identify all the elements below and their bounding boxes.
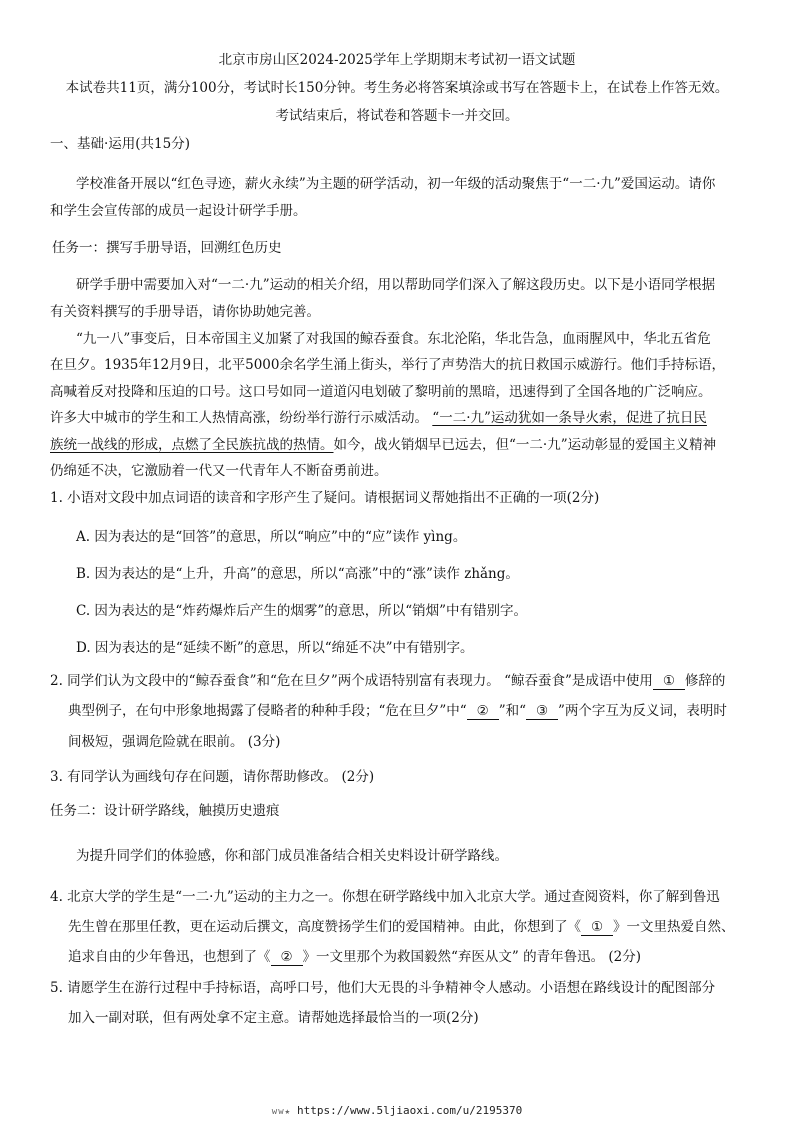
question-2-blank-3: ③ <box>526 703 558 720</box>
passage-line-1: “九一八”事变后，日本帝国主义加紧了对我国的鲸吞蚕食。东北沦陷，华北告急，血雨腥风中，华北五省危 <box>76 331 711 347</box>
question-1-option-b: B. 因为表达的是“上升，升高”的意思，所以“高涨”中的“涨”读作 zhǎng。 <box>76 566 519 582</box>
passage-line-3: 高喊着反对投降和压迫的口号。这口号如同一道道闪电划破了黎明前的黑暗，迅速得到了全国各地的广泛响应。 <box>50 384 712 400</box>
exam-title: 北京市房山区2024-2025学年上学期期末考试初一语文试题 <box>218 52 576 68</box>
question-2-text-1a: 2. 同学们认为文段中的“鲸吞蚕食”和“危在旦夕”两个成语特别富有表现力。 “鲸吞蚕食”是成语中使用 <box>50 673 653 689</box>
question-4-line-2 <box>68 917 735 937</box>
question-1-option-a: A. 因为表达的是“回答”的意思，所以“响应”中的“应”读作 yìng。 <box>76 529 467 545</box>
section-1-intro-line-2: 和学生会宣传部的成员一起设计研学手册。 <box>50 203 307 219</box>
underlined-sentence-part-1: “一二·九”运动犹如一条导火索，促进了抗日民 <box>432 410 707 426</box>
question-4-blank-2: ② <box>271 949 303 966</box>
passage-line-4 <box>50 408 707 428</box>
question-2-line-2 <box>68 701 727 721</box>
task-1-para-line-1: 研学手册中需要加入对“一二·九”运动的相关介绍，用以帮助同学们深入了解这段历史。以下是小语同学根据 <box>76 277 716 293</box>
question-2-text-2a: 典型例子，在句中形象地揭露了侵略者的种种手段；“危在旦夕”中“ <box>68 703 467 719</box>
exam-note-line-2: 考试结束后，将试卷和答题卡一并交回。 <box>275 108 519 124</box>
task-1-para-line-2: 有关资料撰写的手册导语，请你协助她完善。 <box>50 304 320 320</box>
watermark-logo: ww★ <box>271 1107 292 1117</box>
question-2-line-3: 间极短，强调危险就在眼前。 (3分) <box>68 734 281 750</box>
task-2-para: 为提升同学们的体验感，你和部门成员准备结合相关史料设计研学路线。 <box>76 848 508 864</box>
question-4-line-1: 4. 北京大学的学生是“一二·九”运动的主力之一。你想在研学路线中加入北京大学。通过查阅资料，你了解到鲁迅 <box>50 889 720 905</box>
question-5-line-1: 5. 请愿学生在游行过程中手持标语，高呼口号，他们大无畏的斗争精神令人感动。小语想在路线设计的配图部分 <box>50 980 716 996</box>
question-4-line-3 <box>68 947 641 967</box>
question-2-blank-2: ② <box>467 703 499 720</box>
section-1-heading: 一、基础·运用(共15分) <box>50 136 191 152</box>
exam-note-line-1: 本试卷共11页，满分100分，考试时长150分钟。考生务必将答案填涂或书写在答题卡上，在试卷上作答无效。 <box>65 80 729 96</box>
question-2-text-2b: ”和“ <box>498 703 527 719</box>
question-4-text-3b: 》一文里那个为救国毅然“弃医从文” 的青年鲁迅。 (2分) <box>302 949 642 965</box>
question-2-text-2c: ”两个字互为反义词，表明时 <box>558 703 727 719</box>
footer-url-link[interactable]: https://www.5ljiaoxi.com/u/2195370 <box>297 1104 523 1117</box>
task-2-heading: 任务二：设计研学路线，触摸历史遗痕 <box>50 803 280 819</box>
question-2-text-1b: 修辞的 <box>684 673 726 689</box>
question-1-option-d: D. 因为表达的是“延续不断”的意思，所以“绵延不决”中有错别字。 <box>76 640 474 656</box>
question-1-option-c: C. 因为表达的是“炸药爆炸后产生的烟雾”的意思，所以“销烟”中有错别字。 <box>76 603 528 619</box>
passage-line-5-plain: 如今，战火销烟早已远去，但“一二·九”运动彰显的爱国主义精神 <box>333 437 717 453</box>
question-4-text-3a: 追求自由的少年鲁迅，也想到了《 <box>68 949 271 965</box>
question-2-line-1 <box>50 671 725 691</box>
passage-line-2: 在旦夕。1935年12月9日，北平5000余名学生涌上街头，举行了声势浩大的抗日救国示威游行。他们手持标语， <box>50 357 725 373</box>
question-4-text-2a: 先生曾在那里任教，更在运动后撰文，高度赞扬学生们的爱国精神。由此，你想到了《 <box>68 919 581 935</box>
task-1-heading: 任务一：撰写手册导语，回溯红色历史 <box>52 240 282 256</box>
underlined-sentence-part-2: 族统一战线的形成，点燃了全民族抗战的热情。 <box>50 437 334 453</box>
passage-line-4-plain: 许多大中城市的学生和工人热情高涨，纷纷举行游行示威活动。 <box>50 410 433 426</box>
question-5-line-2: 加入一副对联，但有两处拿不定主意。请帮她选择最恰当的一项(2分) <box>68 1010 479 1026</box>
page-footer <box>0 1104 794 1117</box>
passage-line-6: 仍绵延不决，它激励着一代又一代青年人不断奋勇前进。 <box>50 463 388 479</box>
passage-line-5 <box>50 435 716 455</box>
question-3-stem: 3. 有同学认为画线句存在问题，请你帮助修改。 (2分) <box>50 769 375 785</box>
section-1-intro-line-1: 学校准备开展以“红色寻迹，薪火永续”为主题的研学活动，初一年级的活动聚焦于“一二·九”爱国运动。请你 <box>76 176 716 192</box>
question-2-blank-1: ① <box>653 673 685 690</box>
question-4-blank-1: ① <box>581 919 613 936</box>
question-1-stem: 1. 小语对文段中加点词语的读音和字形产生了疑问。请根据词义帮她指出不正确的一项(2分) <box>50 490 600 506</box>
question-4-text-2b: 》一文里热爱自然、 <box>613 919 735 935</box>
